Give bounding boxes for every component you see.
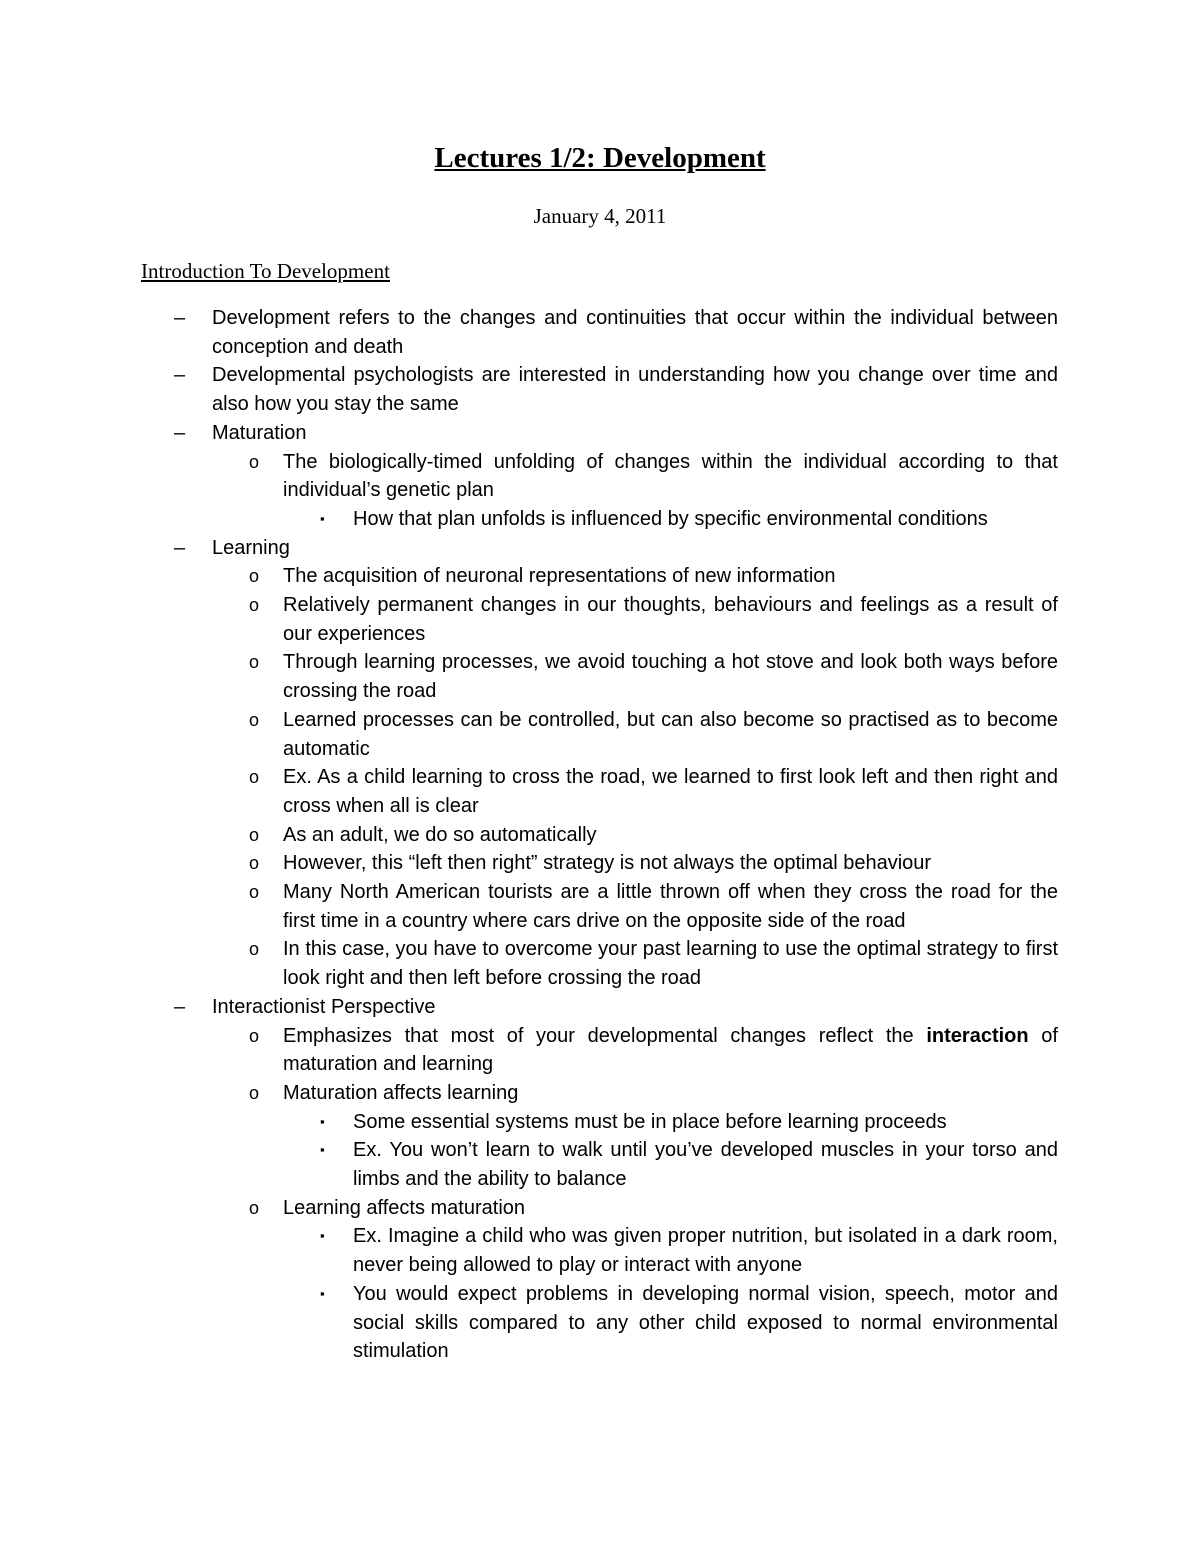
list-item-level-2 — [249, 878, 1058, 935]
bullet-marker: ▪ — [320, 1113, 325, 1129]
list-item-text: In this case, you have to overcome your past learning to use the optimal strategy to first look right and then left before crossing the road — [283, 938, 1058, 990]
document-date: January 4, 2011 — [533, 204, 667, 228]
list-item-level-2 — [249, 1194, 1058, 1223]
list-item-text: However, this “left then right” strategy is not always the optimal behaviour — [283, 852, 932, 875]
list-item-text: Ex. You won’t learn to walk until you’ve developed muscles in your torso and limbs and the ability to balance — [353, 1139, 1058, 1190]
bullet-marker: o — [249, 853, 260, 874]
list-item-text: Maturation affects learning — [283, 1081, 519, 1104]
emphasized-term: interaction — [926, 1024, 1029, 1047]
list-item-level-3 — [320, 1136, 1058, 1193]
list-item-level-2 — [249, 849, 1058, 878]
list-item-text: How that plan unfolds is influenced by specific environmental conditions — [353, 507, 988, 530]
list-item-level-2 — [249, 591, 1058, 648]
bullet-marker: ▪ — [320, 1142, 325, 1158]
bullet-marker: – — [174, 536, 186, 559]
bullet-marker: o — [249, 767, 260, 788]
list-item-text: Ex. As a child learning to cross the road, we learned to first look left and then right and cross when all is clear — [283, 766, 1058, 817]
list-item-level-2 — [249, 448, 1058, 505]
list-item-text: Developmental psychologists are interested in understanding how you change over time and also how you stay the same — [212, 364, 1058, 416]
bullet-marker: ▪ — [320, 510, 325, 526]
list-item-text: Some essential systems must be in place before learning proceeds — [353, 1110, 947, 1133]
list-item-level-2 — [249, 821, 1058, 850]
list-item-text: Through learning processes, we avoid touching a hot stove and look both ways before crossing the road — [283, 651, 1058, 703]
bullet-marker: – — [174, 307, 186, 329]
list-item-text: Learning — [212, 536, 290, 559]
list-item-level-3 — [320, 1108, 1058, 1137]
bullet-marker: o — [249, 709, 260, 730]
bullet-marker: o — [249, 1197, 260, 1218]
text-segment: of maturation and learning — [283, 1024, 1058, 1076]
bullet-marker: o — [249, 939, 260, 960]
section-heading: Introduction To Development — [141, 259, 390, 283]
list-item-level-2 — [249, 1022, 1058, 1079]
list-item-level-2 — [249, 1079, 1058, 1108]
bullet-marker: o — [249, 1025, 260, 1046]
list-item-text: Learned processes can be controlled, but can also become so practised as to become automatic — [283, 708, 1058, 760]
bullet-marker: o — [249, 652, 260, 673]
list-item-level-1 — [174, 304, 1058, 361]
list-item-level-3 — [320, 1280, 1058, 1366]
list-item-level-1 — [174, 534, 1058, 563]
list-item-text: The biologically-timed unfolding of changes within the individual according to that individual’s genetic plan — [283, 450, 1058, 502]
list-item-text: Maturation — [212, 421, 307, 444]
list-item-level-2 — [249, 706, 1058, 763]
bullet-marker: o — [249, 882, 260, 902]
bullet-marker: – — [174, 364, 186, 387]
bullet-marker: o — [249, 595, 260, 615]
list-item-text: Development refers to the changes and continuities that occur within the individual between conception and death — [212, 307, 1058, 358]
list-item-level-3 — [320, 1222, 1058, 1279]
text-segment: Emphasizes that most of your developmental changes reflect the — [283, 1024, 927, 1047]
list-item-level-2 — [249, 648, 1058, 705]
list-item-text: Learning affects maturation — [283, 1196, 526, 1219]
list-item-level-3 — [320, 505, 1058, 534]
bullet-marker: ▪ — [320, 1285, 325, 1301]
list-item-level-2 — [249, 763, 1058, 820]
document-title: Lectures 1/2: Development — [434, 142, 766, 174]
list-item-text: Many North American tourists are a little thrown off when they cross the road for the first time in a country where cars drive on the opposite side of the road — [283, 881, 1058, 932]
list-item-level-2 — [249, 935, 1058, 992]
bullet-marker: o — [249, 566, 260, 587]
bullet-marker: o — [249, 451, 260, 472]
bullet-marker: – — [174, 995, 186, 1018]
list-item-text: You would expect problems in developing normal vision, speech, motor and social skills compared to any other child exposed to normal environmental stimulation — [353, 1282, 1058, 1363]
list-item-level-2 — [249, 562, 1058, 591]
bullet-marker: – — [174, 421, 186, 444]
list-item-text: Ex. Imagine a child who was given proper nutrition, but isolated in a dark room, never being allowed to play or interact with anyone — [353, 1225, 1058, 1277]
list-item-text: The acquisition of neuronal representations of new information — [283, 565, 836, 588]
list-item-level-1 — [174, 361, 1058, 418]
list-item-text — [283, 1025, 1058, 1076]
bullet-marker: o — [249, 1082, 260, 1103]
list-item-text: Interactionist Perspective — [212, 995, 436, 1018]
bullet-marker: o — [249, 824, 260, 845]
list-item-text: As an adult, we do so automatically — [283, 823, 597, 846]
list-item-level-1 — [174, 419, 1058, 448]
list-item-level-1 — [174, 993, 1058, 1022]
bullet-marker: ▪ — [320, 1228, 325, 1244]
list-item-text: Relatively permanent changes in our thoughts, behaviours and feelings as a result of our experiences — [283, 594, 1058, 645]
